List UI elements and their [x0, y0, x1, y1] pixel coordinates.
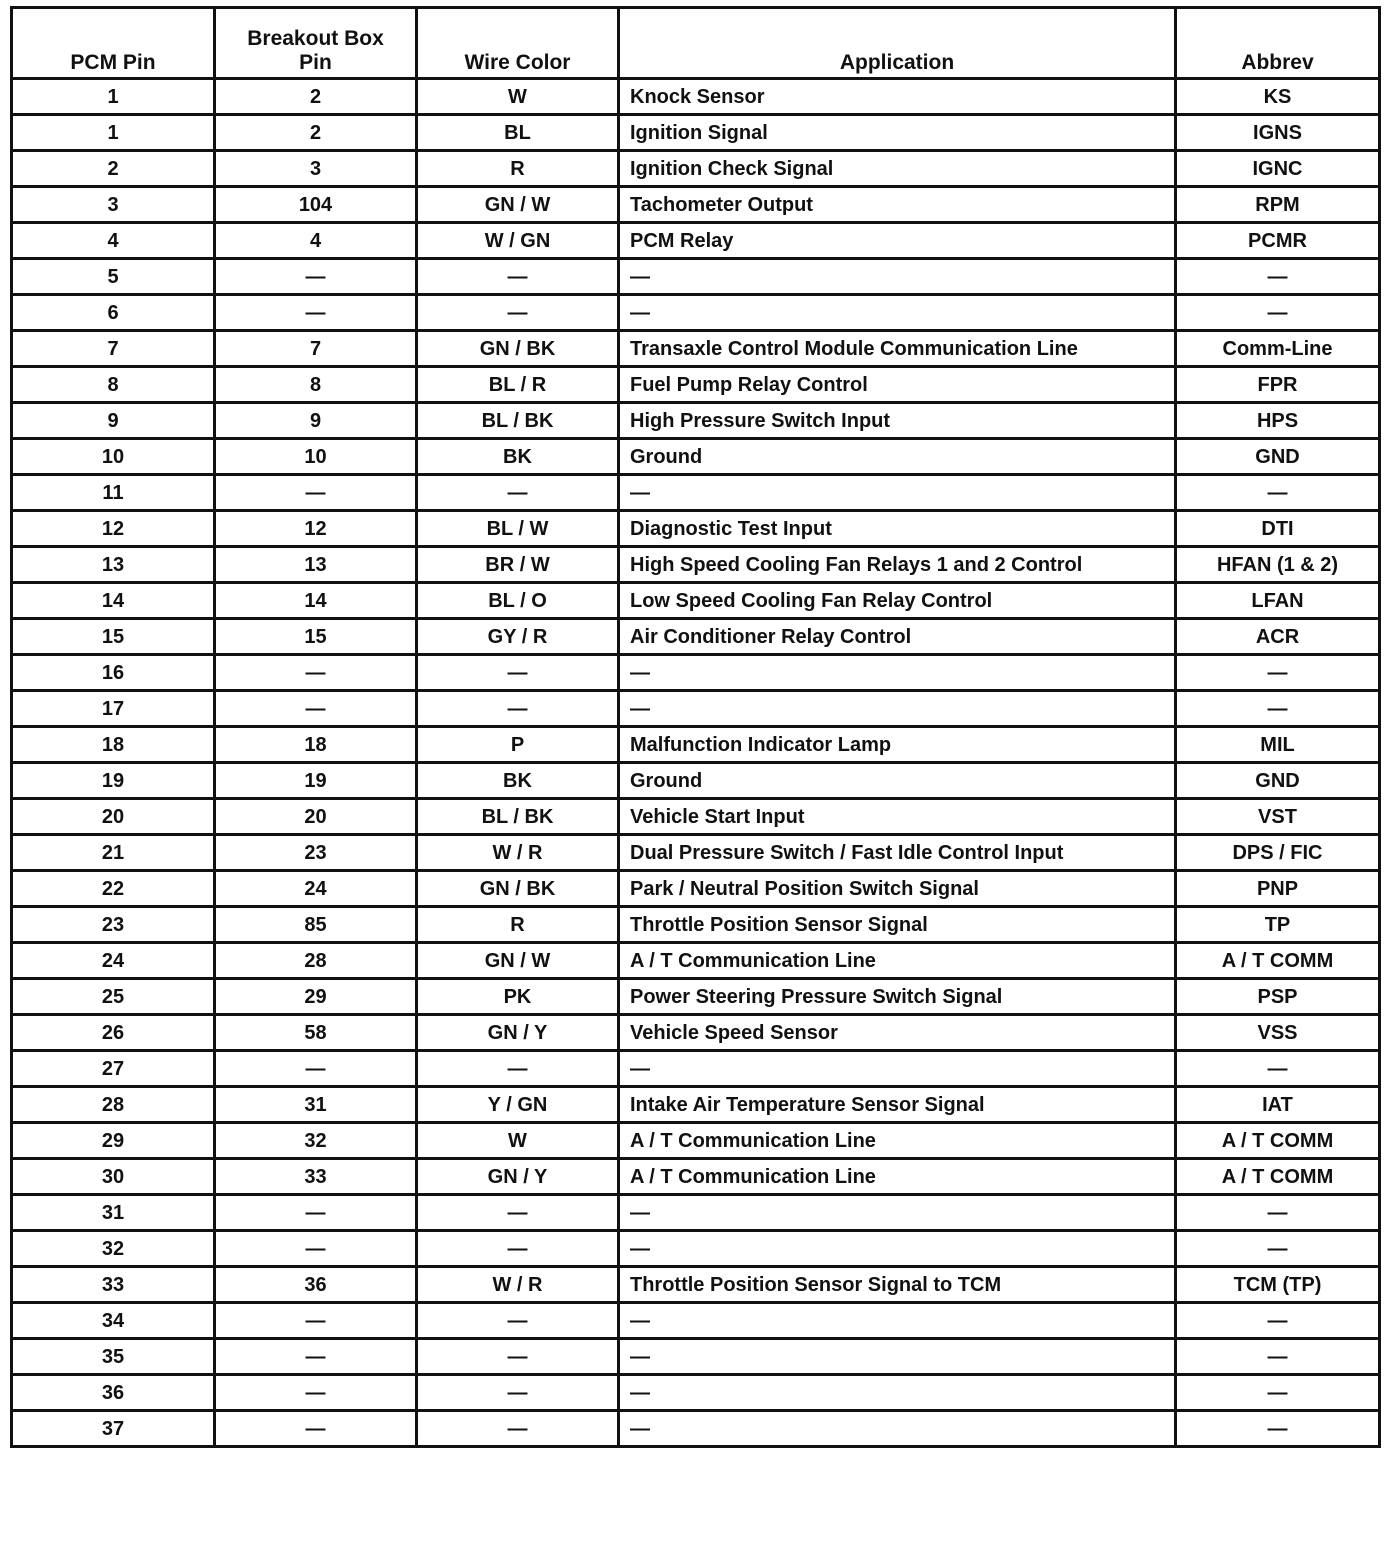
cell-wire-color: GN / Y	[417, 1159, 619, 1195]
table-row	[12, 1051, 1380, 1087]
cell-abbrev: TP	[1176, 907, 1380, 943]
table-row	[12, 1195, 1380, 1231]
table-row	[12, 1015, 1380, 1051]
cell-pcm-pin: 7	[12, 331, 215, 367]
cell-application: Air Conditioner Relay Control	[619, 619, 1176, 655]
pcm-pinout-table	[10, 6, 1381, 1448]
cell-wire-color: PK	[417, 979, 619, 1015]
cell-pcm-pin: 24	[12, 943, 215, 979]
cell-abbrev: HPS	[1176, 403, 1380, 439]
table-row	[12, 1375, 1380, 1411]
table-row	[12, 1411, 1380, 1447]
cell-breakout-box-pin: —	[215, 1231, 417, 1267]
table-row	[12, 763, 1380, 799]
cell-application: —	[619, 475, 1176, 511]
table-row	[12, 1303, 1380, 1339]
cell-breakout-box-pin: 19	[215, 763, 417, 799]
cell-application: —	[619, 691, 1176, 727]
cell-abbrev: IGNS	[1176, 115, 1380, 151]
cell-wire-color: W / GN	[417, 223, 619, 259]
cell-application: Tachometer Output	[619, 187, 1176, 223]
cell-application: Ground	[619, 763, 1176, 799]
cell-application: Malfunction Indicator Lamp	[619, 727, 1176, 763]
cell-abbrev: Comm-Line	[1176, 331, 1380, 367]
cell-breakout-box-pin: —	[215, 1339, 417, 1375]
cell-application: —	[619, 1411, 1176, 1447]
cell-pcm-pin: 29	[12, 1123, 215, 1159]
header-breakout-box-line2: Pin	[299, 51, 332, 74]
cell-abbrev: A / T COMM	[1176, 943, 1380, 979]
cell-abbrev: —	[1176, 1051, 1380, 1087]
cell-abbrev: GND	[1176, 763, 1380, 799]
cell-wire-color: GN / W	[417, 187, 619, 223]
cell-pcm-pin: 2	[12, 151, 215, 187]
cell-wire-color: BL / O	[417, 583, 619, 619]
cell-breakout-box-pin: —	[215, 655, 417, 691]
cell-breakout-box-pin: 33	[215, 1159, 417, 1195]
cell-application: PCM Relay	[619, 223, 1176, 259]
cell-wire-color: —	[417, 691, 619, 727]
cell-breakout-box-pin: 9	[215, 403, 417, 439]
table-row	[12, 655, 1380, 691]
cell-breakout-box-pin: —	[215, 1411, 417, 1447]
cell-wire-color: BL / BK	[417, 403, 619, 439]
cell-abbrev: DTI	[1176, 511, 1380, 547]
cell-pcm-pin: 11	[12, 475, 215, 511]
cell-breakout-box-pin: 31	[215, 1087, 417, 1123]
cell-application: High Pressure Switch Input	[619, 403, 1176, 439]
cell-application: Fuel Pump Relay Control	[619, 367, 1176, 403]
cell-application: —	[619, 1375, 1176, 1411]
cell-wire-color: Y / GN	[417, 1087, 619, 1123]
cell-abbrev: —	[1176, 1375, 1380, 1411]
cell-wire-color: W / R	[417, 1267, 619, 1303]
cell-pcm-pin: 10	[12, 439, 215, 475]
cell-abbrev: VST	[1176, 799, 1380, 835]
cell-breakout-box-pin: 36	[215, 1267, 417, 1303]
header-breakout-box-line1: Breakout Box	[247, 27, 384, 50]
cell-breakout-box-pin: 32	[215, 1123, 417, 1159]
cell-application: Knock Sensor	[619, 79, 1176, 115]
cell-pcm-pin: 27	[12, 1051, 215, 1087]
cell-pcm-pin: 16	[12, 655, 215, 691]
table-row	[12, 691, 1380, 727]
cell-breakout-box-pin: 2	[215, 115, 417, 151]
cell-pcm-pin: 15	[12, 619, 215, 655]
table-row	[12, 727, 1380, 763]
cell-application: —	[619, 295, 1176, 331]
cell-pcm-pin: 34	[12, 1303, 215, 1339]
cell-abbrev: GND	[1176, 439, 1380, 475]
table-row	[12, 511, 1380, 547]
cell-breakout-box-pin: 18	[215, 727, 417, 763]
table-row	[12, 223, 1380, 259]
cell-breakout-box-pin: 29	[215, 979, 417, 1015]
cell-breakout-box-pin: 10	[215, 439, 417, 475]
cell-abbrev: PSP	[1176, 979, 1380, 1015]
cell-abbrev: —	[1176, 1195, 1380, 1231]
cell-pcm-pin: 28	[12, 1087, 215, 1123]
cell-application: Vehicle Speed Sensor	[619, 1015, 1176, 1051]
cell-wire-color: —	[417, 1231, 619, 1267]
table-body	[12, 79, 1380, 1447]
cell-wire-color: W / R	[417, 835, 619, 871]
cell-breakout-box-pin: —	[215, 1303, 417, 1339]
cell-abbrev: VSS	[1176, 1015, 1380, 1051]
table-row	[12, 1123, 1380, 1159]
cell-application: High Speed Cooling Fan Relays 1 and 2 Control	[619, 547, 1176, 583]
cell-wire-color: GN / BK	[417, 331, 619, 367]
cell-pcm-pin: 20	[12, 799, 215, 835]
cell-abbrev: RPM	[1176, 187, 1380, 223]
cell-abbrev: MIL	[1176, 727, 1380, 763]
cell-abbrev: —	[1176, 1339, 1380, 1375]
table-row	[12, 475, 1380, 511]
cell-wire-color: GN / BK	[417, 871, 619, 907]
cell-application: —	[619, 655, 1176, 691]
cell-breakout-box-pin: —	[215, 1375, 417, 1411]
table-row	[12, 907, 1380, 943]
cell-wire-color: —	[417, 1411, 619, 1447]
cell-application: Throttle Position Sensor Signal to TCM	[619, 1267, 1176, 1303]
cell-wire-color: BL / BK	[417, 799, 619, 835]
cell-application: —	[619, 1339, 1176, 1375]
cell-wire-color: —	[417, 1375, 619, 1411]
cell-application: A / T Communication Line	[619, 943, 1176, 979]
cell-pcm-pin: 17	[12, 691, 215, 727]
cell-wire-color: BK	[417, 439, 619, 475]
cell-breakout-box-pin: 23	[215, 835, 417, 871]
cell-application: Throttle Position Sensor Signal	[619, 907, 1176, 943]
cell-abbrev: PNP	[1176, 871, 1380, 907]
cell-application: —	[619, 1051, 1176, 1087]
cell-pcm-pin: 18	[12, 727, 215, 763]
cell-abbrev: —	[1176, 475, 1380, 511]
cell-breakout-box-pin: 4	[215, 223, 417, 259]
table-row	[12, 835, 1380, 871]
cell-abbrev: A / T COMM	[1176, 1159, 1380, 1195]
header-breakout-box-pin	[215, 8, 417, 79]
cell-pcm-pin: 5	[12, 259, 215, 295]
cell-application: Power Steering Pressure Switch Signal	[619, 979, 1176, 1015]
table-row	[12, 367, 1380, 403]
cell-pcm-pin: 32	[12, 1231, 215, 1267]
table-row	[12, 979, 1380, 1015]
cell-pcm-pin: 13	[12, 547, 215, 583]
table-row	[12, 1267, 1380, 1303]
cell-wire-color: BK	[417, 763, 619, 799]
cell-abbrev: —	[1176, 1411, 1380, 1447]
cell-pcm-pin: 25	[12, 979, 215, 1015]
cell-wire-color: BL	[417, 115, 619, 151]
cell-pcm-pin: 31	[12, 1195, 215, 1231]
cell-application: —	[619, 1303, 1176, 1339]
header-application: Application	[619, 8, 1176, 79]
table-row	[12, 79, 1380, 115]
cell-pcm-pin: 3	[12, 187, 215, 223]
cell-abbrev: —	[1176, 655, 1380, 691]
cell-wire-color: —	[417, 475, 619, 511]
table-row	[12, 619, 1380, 655]
cell-pcm-pin: 8	[12, 367, 215, 403]
cell-breakout-box-pin: —	[215, 1051, 417, 1087]
cell-breakout-box-pin: 3	[215, 151, 417, 187]
cell-pcm-pin: 36	[12, 1375, 215, 1411]
table-row	[12, 1231, 1380, 1267]
cell-abbrev: KS	[1176, 79, 1380, 115]
table-row	[12, 1339, 1380, 1375]
cell-application: Vehicle Start Input	[619, 799, 1176, 835]
cell-pcm-pin: 23	[12, 907, 215, 943]
cell-breakout-box-pin: 15	[215, 619, 417, 655]
cell-pcm-pin: 26	[12, 1015, 215, 1051]
cell-wire-color: BR / W	[417, 547, 619, 583]
header-pcm-pin: PCM Pin	[12, 8, 215, 79]
cell-wire-color: —	[417, 1303, 619, 1339]
cell-pcm-pin: 1	[12, 79, 215, 115]
cell-application: Ignition Check Signal	[619, 151, 1176, 187]
cell-application: Transaxle Control Module Communication Line	[619, 331, 1176, 367]
cell-application: —	[619, 1231, 1176, 1267]
table-row	[12, 871, 1380, 907]
cell-abbrev: A / T COMM	[1176, 1123, 1380, 1159]
cell-abbrev: —	[1176, 295, 1380, 331]
cell-pcm-pin: 12	[12, 511, 215, 547]
header-abbrev: Abbrev	[1176, 8, 1380, 79]
table-row	[12, 151, 1380, 187]
cell-breakout-box-pin: —	[215, 295, 417, 331]
cell-application: —	[619, 259, 1176, 295]
cell-application: Intake Air Temperature Sensor Signal	[619, 1087, 1176, 1123]
cell-abbrev: LFAN	[1176, 583, 1380, 619]
cell-abbrev: FPR	[1176, 367, 1380, 403]
cell-wire-color: —	[417, 1051, 619, 1087]
cell-breakout-box-pin: 7	[215, 331, 417, 367]
cell-pcm-pin: 14	[12, 583, 215, 619]
cell-breakout-box-pin: 85	[215, 907, 417, 943]
cell-application: —	[619, 1195, 1176, 1231]
cell-breakout-box-pin: 12	[215, 511, 417, 547]
cell-pcm-pin: 19	[12, 763, 215, 799]
table-row	[12, 1159, 1380, 1195]
table-row	[12, 295, 1380, 331]
table-row	[12, 439, 1380, 475]
cell-wire-color: —	[417, 1195, 619, 1231]
cell-pcm-pin: 37	[12, 1411, 215, 1447]
cell-wire-color: P	[417, 727, 619, 763]
cell-wire-color: —	[417, 1339, 619, 1375]
cell-application: Park / Neutral Position Switch Signal	[619, 871, 1176, 907]
cell-application: Ignition Signal	[619, 115, 1176, 151]
cell-pcm-pin: 9	[12, 403, 215, 439]
cell-pcm-pin: 4	[12, 223, 215, 259]
cell-abbrev: IAT	[1176, 1087, 1380, 1123]
cell-breakout-box-pin: —	[215, 691, 417, 727]
cell-wire-color: GY / R	[417, 619, 619, 655]
pcm-pinout-page	[10, 6, 1378, 1448]
cell-pcm-pin: 22	[12, 871, 215, 907]
table-row	[12, 547, 1380, 583]
cell-application: A / T Communication Line	[619, 1159, 1176, 1195]
cell-abbrev: —	[1176, 1303, 1380, 1339]
cell-breakout-box-pin: 20	[215, 799, 417, 835]
cell-wire-color: BL / R	[417, 367, 619, 403]
cell-breakout-box-pin: 13	[215, 547, 417, 583]
cell-abbrev: ACR	[1176, 619, 1380, 655]
cell-breakout-box-pin: —	[215, 475, 417, 511]
cell-pcm-pin: 33	[12, 1267, 215, 1303]
cell-breakout-box-pin: 8	[215, 367, 417, 403]
cell-wire-color: W	[417, 1123, 619, 1159]
table-header	[12, 8, 1380, 79]
cell-abbrev: —	[1176, 691, 1380, 727]
cell-abbrev: DPS / FIC	[1176, 835, 1380, 871]
cell-wire-color: GN / Y	[417, 1015, 619, 1051]
table-row	[12, 799, 1380, 835]
cell-abbrev: HFAN (1 & 2)	[1176, 547, 1380, 583]
cell-wire-color: —	[417, 259, 619, 295]
table-row	[12, 1087, 1380, 1123]
cell-wire-color: W	[417, 79, 619, 115]
cell-abbrev: —	[1176, 1231, 1380, 1267]
table-row	[12, 943, 1380, 979]
table-row	[12, 403, 1380, 439]
cell-application: A / T Communication Line	[619, 1123, 1176, 1159]
cell-pcm-pin: 6	[12, 295, 215, 331]
cell-breakout-box-pin: 104	[215, 187, 417, 223]
cell-breakout-box-pin: —	[215, 1195, 417, 1231]
cell-pcm-pin: 30	[12, 1159, 215, 1195]
cell-breakout-box-pin: 28	[215, 943, 417, 979]
table-row	[12, 331, 1380, 367]
cell-wire-color: GN / W	[417, 943, 619, 979]
cell-breakout-box-pin: 24	[215, 871, 417, 907]
cell-wire-color: —	[417, 295, 619, 331]
cell-pcm-pin: 1	[12, 115, 215, 151]
cell-application: Diagnostic Test Input	[619, 511, 1176, 547]
cell-abbrev: TCM (TP)	[1176, 1267, 1380, 1303]
cell-pcm-pin: 21	[12, 835, 215, 871]
cell-application: Dual Pressure Switch / Fast Idle Control Input	[619, 835, 1176, 871]
cell-application: Ground	[619, 439, 1176, 475]
table-row	[12, 115, 1380, 151]
cell-abbrev: PCMR	[1176, 223, 1380, 259]
cell-breakout-box-pin: 14	[215, 583, 417, 619]
table-row	[12, 259, 1380, 295]
header-row	[12, 8, 1380, 79]
cell-abbrev: IGNC	[1176, 151, 1380, 187]
cell-wire-color: BL / W	[417, 511, 619, 547]
table-row	[12, 187, 1380, 223]
cell-wire-color: —	[417, 655, 619, 691]
cell-application: Low Speed Cooling Fan Relay Control	[619, 583, 1176, 619]
cell-pcm-pin: 35	[12, 1339, 215, 1375]
cell-breakout-box-pin: 58	[215, 1015, 417, 1051]
cell-wire-color: R	[417, 151, 619, 187]
table-row	[12, 583, 1380, 619]
cell-breakout-box-pin: 2	[215, 79, 417, 115]
cell-breakout-box-pin: —	[215, 259, 417, 295]
cell-wire-color: R	[417, 907, 619, 943]
header-wire-color: Wire Color	[417, 8, 619, 79]
cell-abbrev: —	[1176, 259, 1380, 295]
